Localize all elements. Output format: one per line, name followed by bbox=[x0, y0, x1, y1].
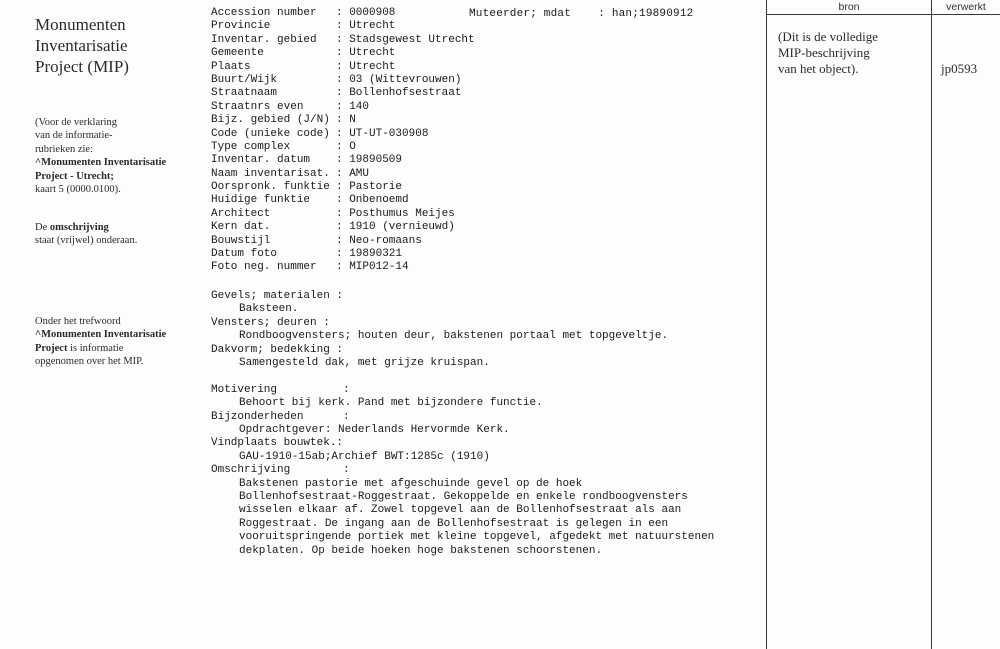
note2-pre: De bbox=[35, 222, 50, 233]
field-row bbox=[211, 47, 475, 60]
field-value: : Utrecht bbox=[336, 47, 396, 60]
omschrijving-line: vooruitspringende portiek met kleine topgevel, afgedekt met natuurstenen bbox=[239, 531, 715, 544]
title-line-3: Project (MIP) bbox=[35, 57, 129, 76]
motivering-text: Behoort bij kerk. Pand met bijzondere functie. bbox=[239, 397, 543, 410]
field-label: Type complex bbox=[211, 140, 291, 153]
field-label: Provincie bbox=[211, 20, 271, 33]
bron-line: MIP-beschrijving bbox=[778, 45, 870, 60]
omschrijving-line: Roggestraat. De ingang aan de Bollenhofsestraat is gelegen in een bbox=[239, 517, 669, 530]
field-label: Code (unieke code) bbox=[211, 127, 330, 140]
field-row bbox=[211, 221, 475, 234]
gevels-label: Gevels; materialen : bbox=[211, 290, 344, 302]
note3-post2: is informatie bbox=[67, 342, 124, 354]
field-label: Huidige funktie bbox=[211, 194, 311, 207]
field-label: Naam inventarisat. bbox=[211, 167, 330, 180]
note1-line2: van de informatie- bbox=[35, 130, 113, 142]
motivering-label: Motivering : bbox=[211, 383, 350, 396]
field-value: : 19890509 bbox=[336, 154, 403, 167]
explanation-note bbox=[35, 116, 205, 196]
note1-bold2: Project - Utrecht; bbox=[35, 170, 114, 182]
document-title bbox=[35, 14, 205, 77]
field-value: : N bbox=[336, 114, 356, 127]
vensters-label: Vensters; deuren : bbox=[211, 316, 330, 329]
field-value: : Pastorie bbox=[336, 181, 403, 194]
field-label: Bijz. gebied (J/N) bbox=[211, 114, 330, 127]
omschrijving-label: Omschrijving : bbox=[211, 464, 350, 477]
vindplaats-text: GAU-1910-15ab;Archief BWT:1285c (1910) bbox=[239, 450, 490, 463]
field-row bbox=[211, 101, 475, 114]
mutatie-info: Muteerder; mdat : han;19890912 bbox=[469, 8, 694, 20]
note3-line1: Onder het trefwoord bbox=[35, 316, 121, 327]
omschrijving-line: Bakstenen pastorie met afgeschuinde gevel op de hoek bbox=[239, 477, 583, 490]
note3-bold2: Project bbox=[35, 342, 68, 354]
field-row bbox=[211, 194, 475, 207]
field-label: Gemeente bbox=[211, 47, 264, 60]
column-divider bbox=[766, 0, 767, 649]
field-label: Architect bbox=[211, 207, 271, 220]
field-row bbox=[211, 128, 475, 141]
field-label: Accession number bbox=[211, 7, 317, 19]
field-value: : Onbenoemd bbox=[336, 194, 409, 207]
field-row bbox=[211, 74, 475, 87]
omschrijving-line: wisselen elkaar af. Zowel topgevel aan de Bollenhofsestraat als aan bbox=[239, 504, 682, 517]
field-value: : UT-UT-030908 bbox=[336, 127, 429, 140]
field-row bbox=[211, 168, 475, 181]
title-line-2: Inventarisatie bbox=[35, 36, 128, 55]
field-row bbox=[211, 61, 475, 74]
field-row bbox=[211, 181, 475, 194]
field-row bbox=[211, 261, 475, 274]
field-value: : Stadsgewest Utrecht bbox=[336, 33, 475, 46]
bron-note bbox=[778, 29, 928, 77]
omschrijving-line: dekplaten. Op beide hoeken hoge bakstenen schoorstenen. bbox=[239, 544, 603, 557]
column-header-bron: bron bbox=[838, 1, 860, 13]
bron-line: (Dit is de volledige bbox=[778, 29, 879, 44]
field-label: Inventar. gebied bbox=[211, 33, 317, 46]
header-rule bbox=[766, 14, 1000, 15]
field-row bbox=[211, 141, 475, 154]
omschrijving-note bbox=[35, 221, 205, 248]
field-value: : Posthumus Meijes bbox=[336, 207, 455, 220]
title-line-1: Monumenten bbox=[35, 15, 126, 34]
field-label: Foto neg. nummer bbox=[211, 261, 317, 274]
note2-bold: omschrijving bbox=[49, 222, 109, 233]
dakvorm-text: Samengesteld dak, met grijze kruispan. bbox=[239, 357, 490, 370]
field-value: : Utrecht bbox=[336, 60, 396, 73]
field-row bbox=[211, 248, 475, 261]
field-value: : MIP012-14 bbox=[336, 261, 409, 274]
note1-line1: (Voor de verklaring bbox=[35, 117, 118, 128]
field-value: : O bbox=[336, 140, 356, 153]
note1-line4: kaart 5 (0000.0100). bbox=[35, 184, 121, 196]
vensters-text: Rondboogvensters; houten deur, bakstenen portaal met topgeveltje. bbox=[239, 330, 669, 343]
field-row bbox=[211, 20, 475, 33]
field-label: Plaats bbox=[211, 60, 251, 73]
column-divider bbox=[931, 0, 932, 649]
gevels-text: Baksteen. bbox=[239, 303, 299, 316]
note2-line2: staat (vrijwel) onderaan. bbox=[35, 235, 138, 247]
field-row bbox=[211, 34, 475, 47]
field-value: : Bollenhofsestraat bbox=[336, 87, 462, 100]
field-list bbox=[211, 7, 475, 275]
field-value: : 19890321 bbox=[336, 248, 403, 261]
note1-line3: rubrieken zie: bbox=[35, 143, 94, 155]
note1-bold1: ^Monumenten Inventarisatie bbox=[35, 157, 167, 169]
field-row bbox=[211, 208, 475, 221]
description-sections bbox=[211, 290, 756, 558]
field-label: Datum foto bbox=[211, 248, 278, 261]
trefwoord-note bbox=[35, 315, 205, 369]
omschrijving-line: Bollenhofsestraat-Roggestraat. Gekoppelde en enkele rondboogvensters bbox=[239, 491, 688, 504]
field-label: Bouwstijl bbox=[211, 234, 271, 247]
note3-bold1: ^Monumenten Inventarisatie bbox=[35, 329, 167, 341]
field-row bbox=[211, 114, 475, 127]
field-value: : 0000908 bbox=[336, 7, 396, 19]
field-value: : 140 bbox=[336, 100, 370, 113]
verwerkt-code: jp0593 bbox=[941, 61, 978, 76]
field-row bbox=[211, 7, 475, 20]
field-label: Oorspronk. funktie bbox=[211, 181, 330, 194]
field-label: Straatnrs even bbox=[211, 100, 304, 113]
field-value: : Utrecht bbox=[336, 20, 396, 33]
field-value: : 03 (Wittevrouwen) bbox=[336, 73, 462, 86]
field-value: : AMU bbox=[336, 167, 370, 180]
bijzonderheden-text: Opdrachtgever: Nederlands Hervormde Kerk. bbox=[239, 424, 510, 437]
field-label: Buurt/Wijk bbox=[211, 73, 278, 86]
bijzonderheden-label: Bijzonderheden : bbox=[211, 410, 350, 423]
field-label: Straatnaam bbox=[211, 87, 278, 100]
note3-line3: opgenomen over het MIP. bbox=[35, 356, 144, 368]
field-label: Kern dat. bbox=[211, 221, 271, 234]
field-label: Inventar. datum bbox=[211, 154, 311, 167]
field-row bbox=[211, 235, 475, 248]
dakvorm-label: Dakvorm; bedekking : bbox=[211, 343, 344, 356]
vindplaats-label: Vindplaats bouwtek.: bbox=[211, 437, 344, 450]
field-row bbox=[211, 87, 475, 100]
bron-line: van het object). bbox=[778, 61, 859, 76]
field-row bbox=[211, 154, 475, 167]
field-value: : Neo-romaans bbox=[336, 234, 422, 247]
field-value: : 1910 (vernieuwd) bbox=[336, 221, 455, 234]
column-header-verwerkt: verwerkt bbox=[946, 1, 986, 13]
